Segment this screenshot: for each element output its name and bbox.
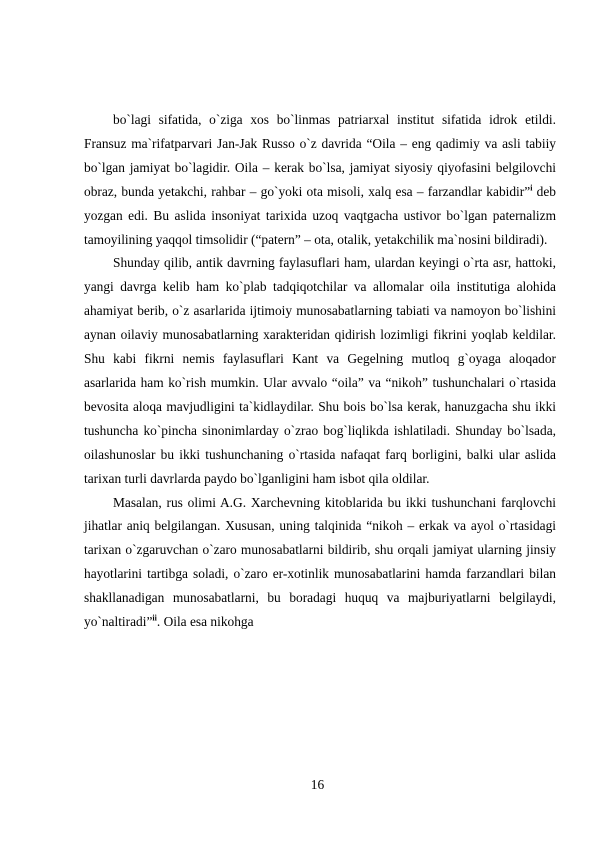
paragraph-2 [84, 251, 556, 490]
body-text [84, 108, 556, 634]
page-number: 16 [310, 777, 325, 792]
paragraph-3 [84, 491, 556, 634]
paragraph-1 [84, 108, 556, 251]
paragraph-3-text: Masalan, rus olimi A.G. Xarchevning kitoblarida bu ikki tushunchani farqlovchi jihatlar aniq belgilangan. Xususan, uning talqinida “nikoh – erkak va ayol o`rtasidagi tarixan o`zgaruvchan o`zaro munosabatlarni bildirib, shu orqali jamiyat ularning jinsiy hayotlarini tartibga soladi, o`zaro er-xotinlik munosabatlarini hamda farzandlari bilan shakllanadigan munosabatlarni, bu boradagi huquq va majburiyatlarni belgilaydi, yo`naltiradi” [84, 494, 556, 630]
footnote-marker-i[interactable]: i [530, 183, 533, 193]
paragraph-1-text-after: deb yozgan edi. Bu aslida insoniyat tarixida uzoq vaqtgacha ustivor bo`lgan paternalizm tamoyilining yaqqol timsolidir (“patern” – ota, otalik, yetakchilik ma`nosini bildiradi). [84, 183, 557, 247]
paragraph-2-text: Shunday qilib, antik davrning faylasuflari ham, ulardan keyingi o`rta asr, hattoki, yangi davrga kelib ham ko`plab tadqiqotchilar va allomalar oila institutiga alohida ahamiyat berib, o`z asarlarida ijtimoiy munosabatlarning tabiati va namoyon bo`lishini aynan oilaviy munosabatlarning xarakteridan qidirish lozimligi fikrini yoqlab keldilar. Shu kabi fikrni nemis faylasuflari Kant va Gegelning mutloq g`oyaga aloqador asarlarida ham ko`rish mumkin. Ular avvalo “oila” va “nikoh” tushunchalari o`rtasida bevosita aloqa mavjudligini ta`kidlaydilar. Shu bois bo`lsa kerak, hanuzgacha shu ikki tushuncha ko`pincha sinonimlarday o`zrao bog`liqlikda ishlatiladi. Shunday bo`lsada, oilashunoslar bu ikki tushunchaning o`rtasida nafaqat farq borligini, balki ular aslida tarixan turli davrlarda paydo bo`lganligini ham isbot qila oldilar. [84, 255, 556, 486]
paragraph-3-text-after: . Oila esa nikohga [156, 614, 254, 630]
footnote-marker-ii[interactable]: ii [152, 613, 157, 623]
paragraph-1-text: bo`lagi sifatida, o`ziga xos bo`linmas patriarxal institut sifatida idrok etildi. Fransuz ma`rifatparvari Jan-Jak Russo o`z davrida “Oila – eng qadimiy va asli tabiiy bo`lgan jamiyat bo`lagidir. Oila – kerak bo`lsa, jamiyat siyosiy qiyofasini belgilovchi obraz, bunda yetakchi, rahbar – go`yoki ota misoli, xalq esa – farzandlar kabidir” [84, 112, 556, 199]
